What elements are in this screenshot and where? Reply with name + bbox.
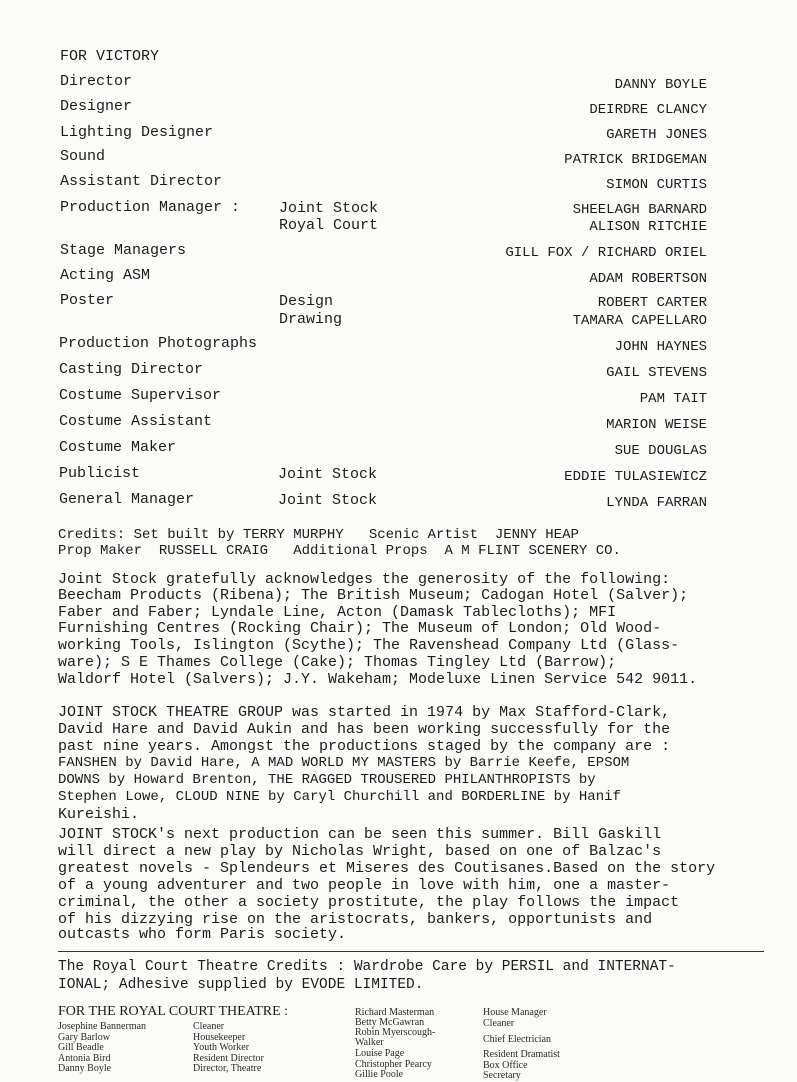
role-name: ROBERT CARTER bbox=[597, 295, 707, 311]
role-label: Lighting Designer bbox=[60, 124, 214, 141]
royal-court-credits-line: The Royal Court Theatre Credits : Wardrobe Care by PERSIL and INTERNAT- bbox=[58, 959, 676, 975]
ack-line: Beecham Products (Ribena); The British Museum; Cadogan Hotel (Salver); bbox=[58, 587, 689, 604]
staff-role: Director, Theatre bbox=[193, 1063, 262, 1074]
staff-role: Cleaner bbox=[193, 1021, 225, 1032]
staff-role: Resident Director bbox=[193, 1053, 264, 1064]
role-label: Casting Director bbox=[59, 361, 204, 378]
role-label: Production Manager : bbox=[60, 199, 241, 216]
about-line: past nine years. Amongst the productions staged by the company are : bbox=[58, 738, 671, 755]
staff-name: Richard Masterman bbox=[355, 1007, 435, 1018]
role-name: GILL FOX / RICHARD ORIEL bbox=[505, 245, 707, 261]
role-label: Costume Supervisor bbox=[59, 387, 222, 404]
about-line: DOWNS by Howard Brenton, THE RAGGED TROUSERED PHILANTHROPISTS by bbox=[58, 772, 596, 788]
ack-line: ware); S E Thames College (Cake); Thomas Tingley Ltd (Barrow); bbox=[58, 654, 617, 671]
ack-line: Furnishing Centres (Rocking Chair); The Museum of London; Old Wood- bbox=[58, 620, 662, 637]
credits-line: Prop Maker RUSSELL CRAIG Additional Props A M FLINT SCENERY CO. bbox=[58, 543, 621, 559]
staff-name: Gary Barlow bbox=[58, 1032, 110, 1043]
staff-role: Secretary bbox=[483, 1070, 521, 1081]
staff-name: Gillie Poole bbox=[355, 1069, 404, 1080]
role-name: PAM TAIT bbox=[639, 391, 707, 407]
staff-role: Chief Electrician bbox=[483, 1034, 552, 1045]
staff-name: Gill Beadle bbox=[58, 1042, 104, 1053]
section-divider bbox=[58, 951, 764, 952]
about-line: will direct a new play by Nicholas Wright, based on one of Balzac's bbox=[58, 843, 662, 860]
credits-line: Credits: Set built by TERRY MURPHY Scenic Artist JENNY HEAP bbox=[58, 527, 579, 543]
staff-name: Robin Myerscough- bbox=[355, 1027, 436, 1038]
role-company: Joint Stock bbox=[279, 200, 379, 217]
play-title: FOR VICTORY bbox=[60, 48, 160, 65]
role-label: Sound bbox=[60, 148, 106, 165]
ack-line: working Tools, Islington (Scythe); The Ravenshead Company Ltd (Glass- bbox=[58, 637, 680, 654]
role-label: Assistant Director bbox=[60, 173, 223, 190]
role-name: TAMARA CAPELLARO bbox=[572, 313, 707, 329]
role-label: Costume Maker bbox=[59, 439, 177, 456]
role-company: Design bbox=[279, 293, 334, 310]
staff-role: Youth Worker bbox=[193, 1042, 250, 1053]
ack-line: Joint Stock gratefully acknowledges the generosity of the following: bbox=[58, 571, 671, 588]
role-name: SIMON CURTIS bbox=[606, 177, 707, 193]
staff-name: Danny Boyle bbox=[58, 1063, 112, 1074]
staff-role: House Manager bbox=[483, 1007, 547, 1018]
role-company: Royal Court bbox=[279, 217, 379, 234]
ack-line: Waldorf Hotel (Salvers); J.Y. Wakeham; Modeluxe Linen Service 542 9011. bbox=[58, 671, 698, 688]
staff-name: Walker bbox=[355, 1037, 384, 1048]
role-name: GARETH JONES bbox=[606, 127, 707, 143]
role-label: Publicist bbox=[59, 465, 141, 482]
role-name: JOHN HAYNES bbox=[614, 339, 707, 355]
role-name: EDDIE TULASIEWICZ bbox=[564, 469, 707, 485]
role-name: DANNY BOYLE bbox=[614, 77, 707, 93]
role-name: SUE DOUGLAS bbox=[614, 443, 707, 459]
staff-name: Christopher Pearcy bbox=[355, 1059, 432, 1070]
about-line: Kureishi. bbox=[58, 806, 140, 823]
staff-name: Josephine Bannerman bbox=[58, 1021, 147, 1032]
about-line: FANSHEN by David Hare, A MAD WORLD MY MASTERS by Barrie Keefe, EPSOM bbox=[58, 755, 630, 771]
staff-role: Cleaner bbox=[483, 1018, 515, 1029]
role-company: Joint Stock bbox=[278, 492, 378, 509]
about-line: JOINT STOCK THEATRE GROUP was started in 1974 by Max Stafford-Clark, bbox=[58, 704, 671, 721]
staff-role: Box Office bbox=[483, 1060, 528, 1071]
about-line: outcasts who form Paris society. bbox=[58, 926, 347, 943]
role-name: DEIRDRE CLANCY bbox=[589, 102, 707, 118]
staff-role: Resident Dramatist bbox=[483, 1049, 560, 1060]
about-line: David Hare and David Aukin and has been working successfully for the bbox=[58, 721, 671, 738]
role-name: LYNDA FARRAN bbox=[606, 495, 707, 511]
role-name: PATRICK BRIDGEMAN bbox=[564, 152, 707, 168]
about-line: of a young adventurer and two people in love with him, one a master- bbox=[58, 877, 671, 894]
role-label: Acting ASM bbox=[60, 267, 151, 284]
role-name: GAIL STEVENS bbox=[606, 365, 707, 381]
staff-name: Betty McGawran bbox=[355, 1017, 425, 1028]
role-name: SHEELAGH BARNARD bbox=[572, 202, 707, 218]
role-label: Stage Managers bbox=[60, 242, 187, 259]
about-line: Stephen Lowe, CLOUD NINE by Caryl Churchill and BORDERLINE by Hanif bbox=[58, 789, 621, 805]
role-company: Drawing bbox=[279, 311, 343, 328]
role-company: Joint Stock bbox=[278, 466, 378, 483]
about-line: of his dizzying rise on the aristocrats, bankers, opportunists and bbox=[58, 911, 653, 928]
role-label: General Manager bbox=[59, 491, 195, 508]
role-label: Director bbox=[60, 73, 133, 90]
ack-line: Faber and Faber; Lyndale Line, Acton (Damask Tablecloths); MFI bbox=[58, 604, 617, 621]
role-label: Costume Assistant bbox=[59, 413, 213, 430]
about-line: JOINT STOCK's next production can be seen this summer. Bill Gaskill bbox=[58, 826, 662, 843]
role-label: Poster bbox=[60, 292, 115, 309]
role-label: Production Photographs bbox=[59, 335, 258, 352]
about-line: greatest novels - Splendeurs et Miseres des Coutisanes.Based on the story bbox=[58, 860, 716, 877]
royal-court-heading: FOR THE ROYAL COURT THEATRE : bbox=[58, 1004, 289, 1019]
role-name: MARION WEISE bbox=[606, 417, 707, 433]
role-label: Designer bbox=[60, 98, 133, 115]
staff-name: Antonia Bird bbox=[58, 1053, 111, 1064]
staff-name: Louise Page bbox=[355, 1048, 405, 1059]
role-name: ALISON RITCHIE bbox=[589, 219, 707, 235]
about-line: criminal, the other a society prostitute, the play follows the impact bbox=[58, 894, 680, 911]
staff-role: Housekeeper bbox=[193, 1032, 246, 1043]
royal-court-credits-line: IONAL; Adhesive supplied by EVODE LIMITED. bbox=[58, 977, 424, 993]
role-name: ADAM ROBERTSON bbox=[589, 271, 707, 287]
